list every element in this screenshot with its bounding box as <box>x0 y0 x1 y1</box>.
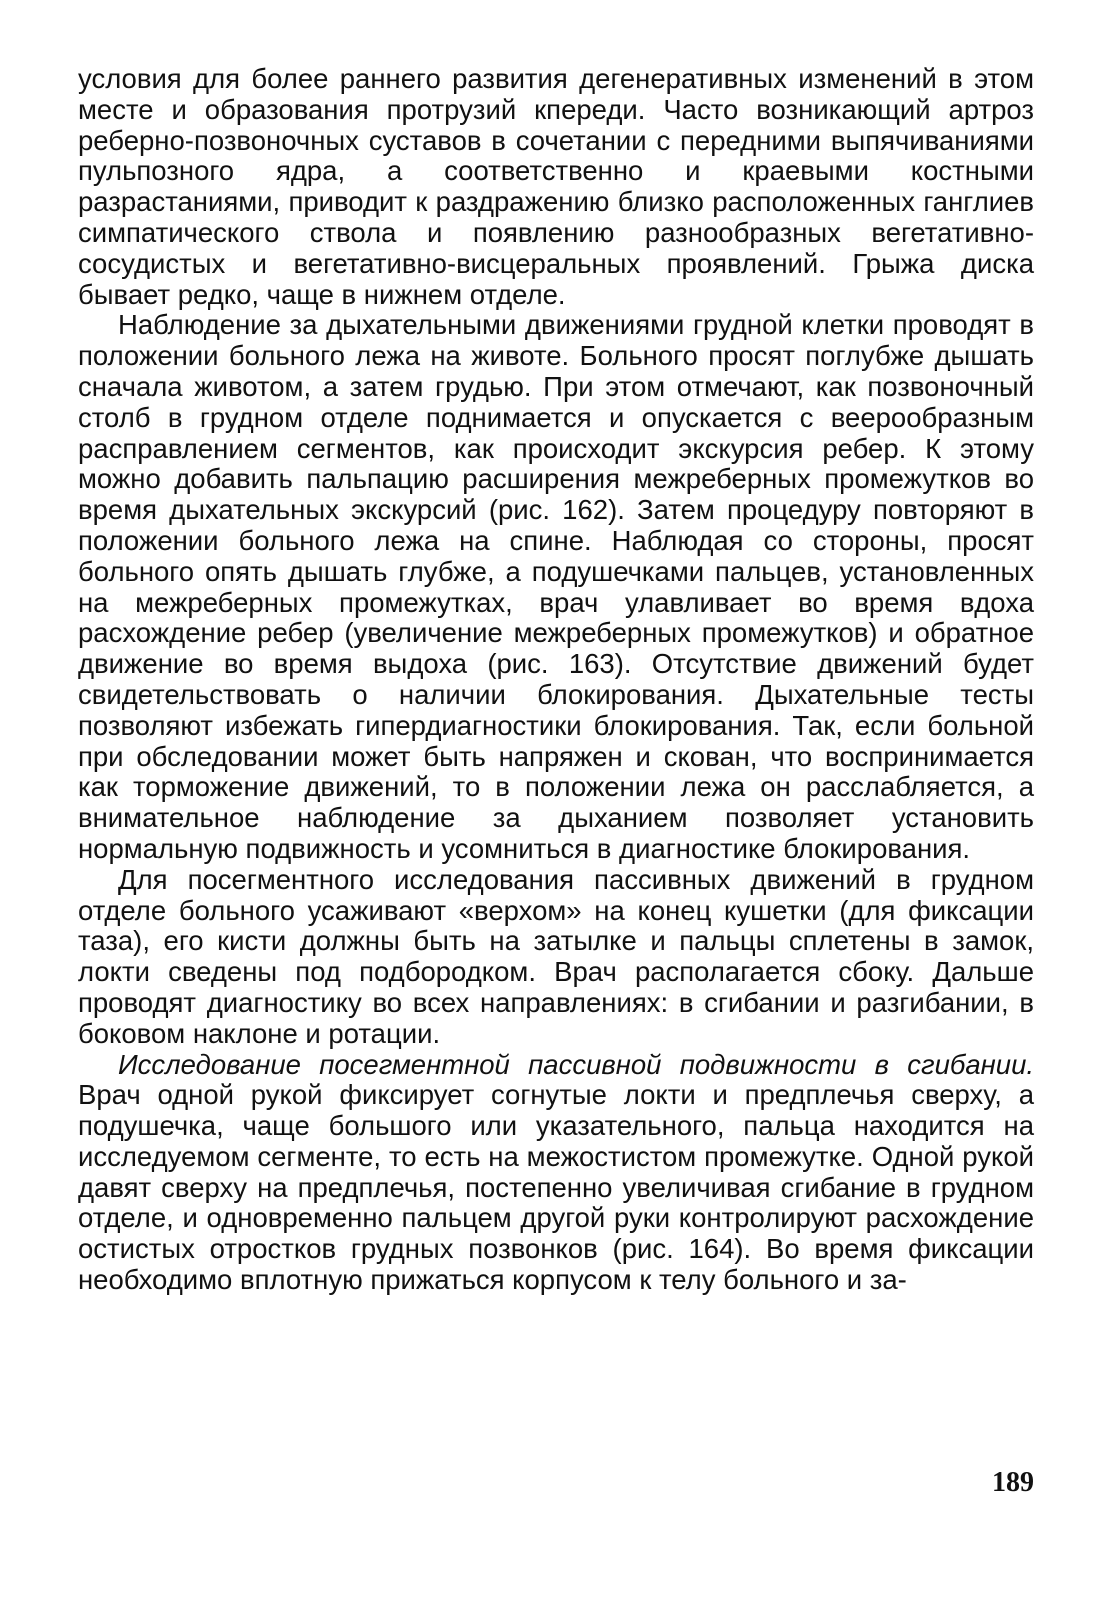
paragraph-1-text: условия для более раннего развития дегенеративных изменений в этом месте и образования протрузий кпереди. Часто возникающий артроз реберно-позвоночных суставов в сочетании с передними выпячиваниями пульпозного ядра, а соответственно и краевыми костными разрастаниями, приводит к раздражению близко расположенных ганглиев симпатического ствола и появлению разнообразных вегетативно-сосудистых и вегетативно-висцеральных проявлений. Грыжа диска бывает редко, чаще в нижнем отделе. <box>78 63 1034 310</box>
page-number: 189 <box>992 1467 1034 1498</box>
paragraph-2-text: Наблюдение за дыхательными движениями грудной клетки проводят в положении больного лежа на животе. Больного просят поглубже дышать сначала животом, а затем грудью. При этом отмечают, как позвоночный столб в грудном отделе поднимается и опускается с веерообразным расправлением сегментов, как происходит экскурсия ребер. К этому можно добавить пальпацию расширения межреберных промежутков во время дыхательных экскурсий (рис. 162). Затем процедуру повторяют в положении больного лежа на спине. Наблюдая со стороны, просят больного опять дышать глубже, а подушечками пальцев, установленных на межреберных промежутках, врач улавливает во время вдоха расхождение ребер (увеличение межреберных промежутков) и обратное движение во время выдоха (рис. 163). Отсутствие движений будет свидетельствовать о наличии блокирования. Дыхательные тесты позволяют избежать гипердиагностики блокирования. Так, если больной при обследовании может быть напряжен и скован, что воспринимается как торможение движений, то в положении лежа он расслабляется, а внимательное наблюдение за дыханием позволяет установить нормальную подвижность и усомниться в диагностике блокирования. <box>78 309 1034 864</box>
paragraph-3-text: Для посегментного исследования пассивных движений в грудном отделе больного усаживают «верхом» на конец кушетки (для фиксации таза), его кисти должны быть на затылке и пальцы сплетены в замок, локти сведены под подбородком. Врач располагается сбоку. Дальше проводят диагностику во всех направлениях: в сгибании и разгибании, в боковом наклоне и ротации. <box>78 863 1034 1049</box>
paragraph-4-italic-lead: Исследование посегментной пассивной подвижности в сгибании. <box>118 1048 1034 1080</box>
paragraph-4-text: Врач одной рукой фиксирует согнутые локти и предплечья сверху, а подушечка, чаще большого или указательного, пальца находится на исследуемом сегменте, то есть на межостистом промежутке. Одной рукой давят сверху на предплечья, постепенно увеличивая сгибание в грудном отделе, и одновременно пальцем другой руки контролируют расхождение остистых отростков грудных позвонков (рис. 164). Во время фиксации необходимо вплотную прижаться корпусом к телу больного и за- <box>78 1079 1034 1296</box>
paragraph-3 <box>78 865 1034 1050</box>
paragraph-1 <box>78 64 1034 310</box>
paragraph-4 <box>78 1050 1034 1296</box>
paragraph-2 <box>78 310 1034 864</box>
page-body <box>78 64 1034 1296</box>
